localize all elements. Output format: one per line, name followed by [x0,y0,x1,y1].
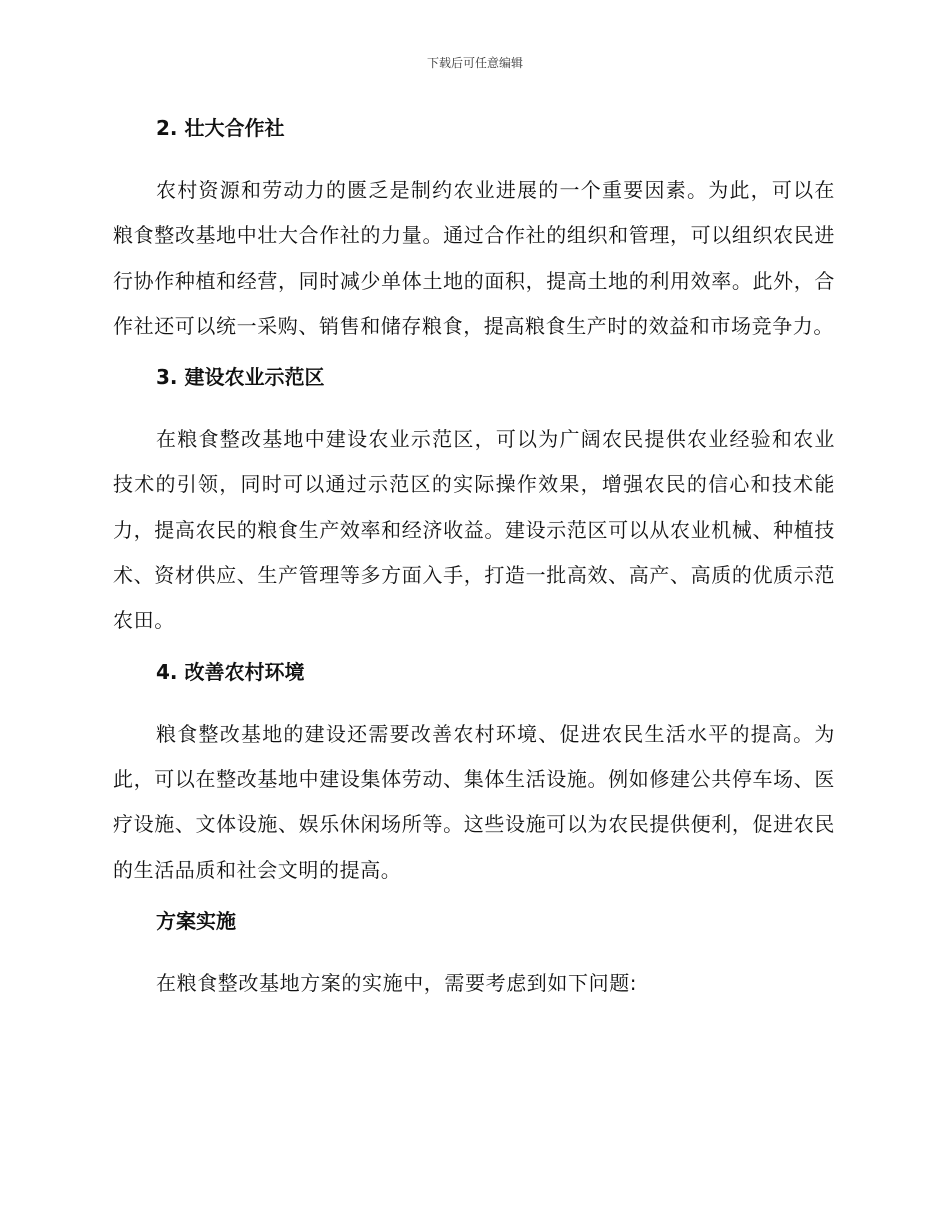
section-demo-zone [113,361,835,643]
page-header-note: 下载后可任意编辑 [426,56,523,70]
document-body [113,112,835,1006]
section-heading: 方案实施 [156,908,236,933]
section-implementation [113,905,835,1006]
section-paragraph: 在粮食整改基地中建设农业示范区，可以为广阔农民提供农业经验和农业技术的引领，同时可以通过示范区的实际操作效果，增强农民的信心和技术能力，提高农民的粮食生产效率和经济收益。建设示范区可以从农业机械、种植技术、资材供应、生产管理等多方面入手，打造一批高效、高产、高质的优质示范农田。 [113,427,835,633]
section-cooperative [113,112,835,349]
section-heading: 3. 建设农业示范区 [156,365,325,390]
section-paragraph: 在粮食整改基地方案的实施中，需要考虑到如下问题: [156,970,638,995]
section-heading: 2. 壮大合作社 [156,116,285,140]
section-heading: 4. 改善农村环境 [156,659,305,684]
section-rural-environment [113,656,835,893]
section-paragraph: 粮食整改基地的建设还需要改善农村环境、促进农民生活水平的提高。为此，可以在整改基地中建设集体劳动、集体生活设施。例如修建公共停车场、医疗设施、文体设施、娱乐休闲场所等。这些设施可以为农民提供便利，促进农民的生活品质和社会文明的提高。 [113,721,835,882]
section-paragraph: 农村资源和劳动力的匮乏是制约农业进展的一个重要因素。为此，可以在粮食整改基地中壮大合作社的力量。通过合作社的组织和管理，可以组织农民进行协作种植和经营，同时减少单体土地的面积，提高土地的利用效率。此外，合作社还可以统一采购、销售和储存粮食，提高粮食生产时的效益和市场竞争力。 [113,178,835,338]
